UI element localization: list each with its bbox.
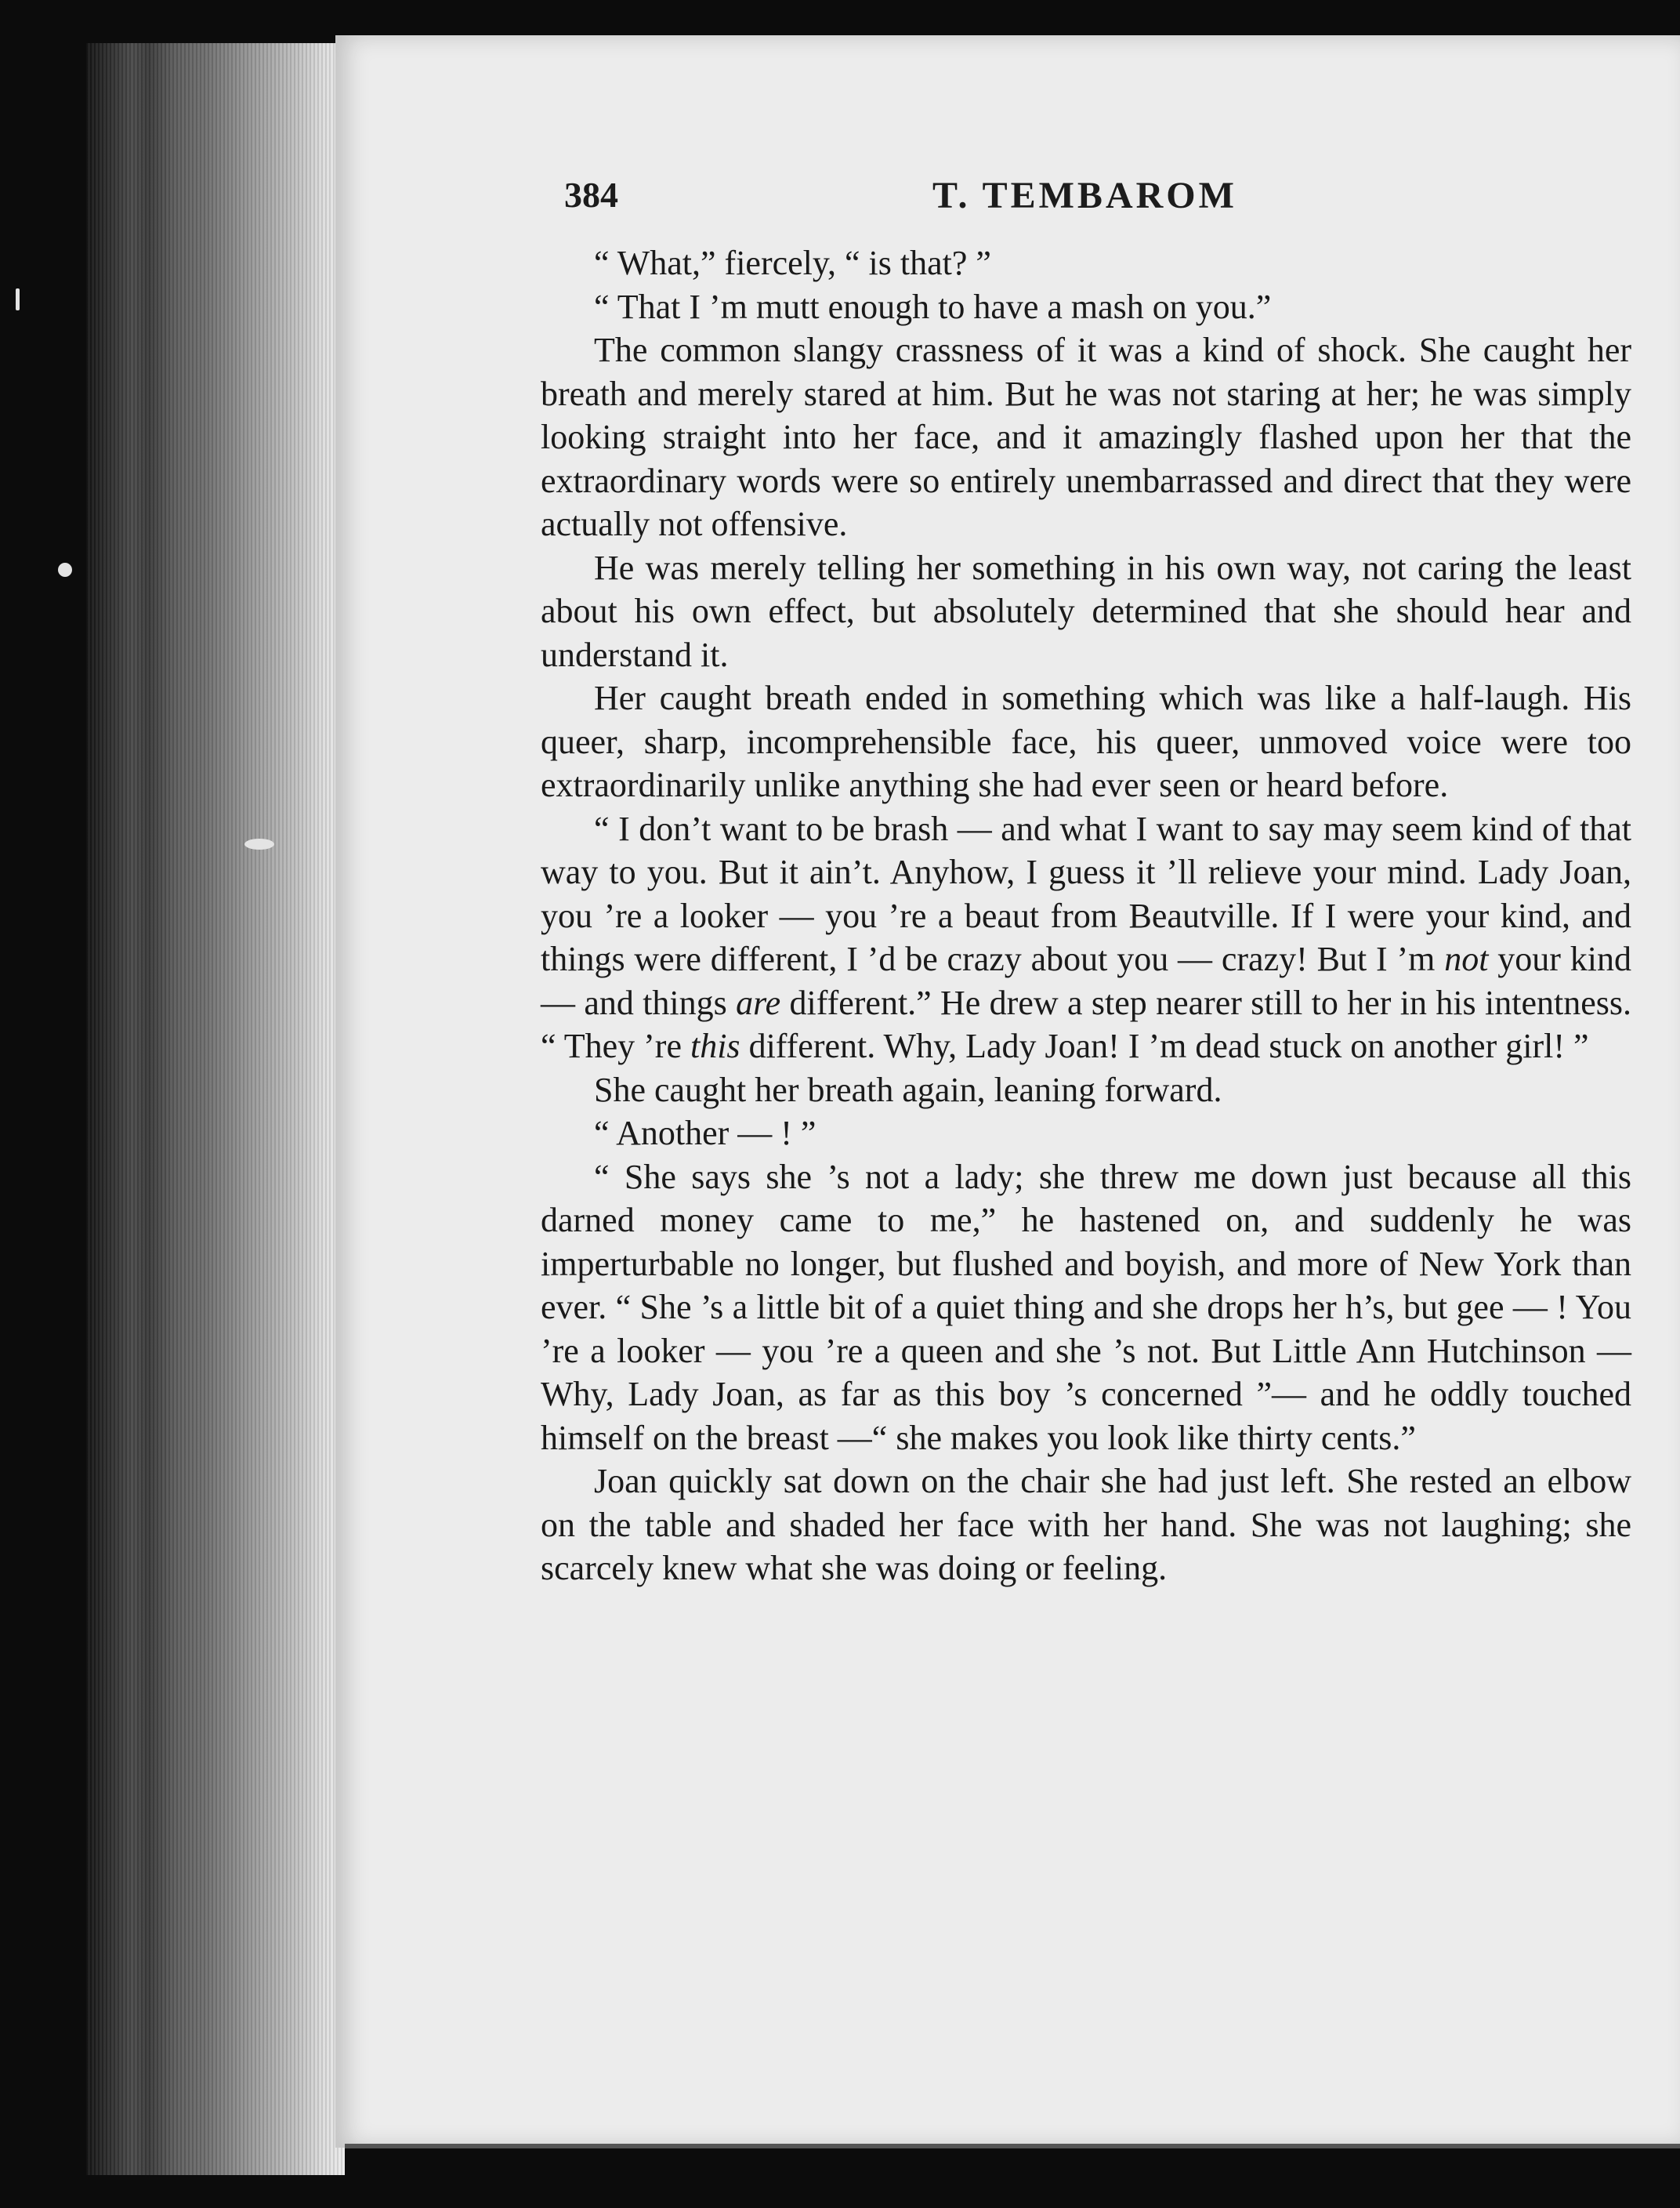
book-page-edges	[86, 43, 345, 2175]
text-run: The common slangy crassness of it was a kind of shock. She caught her breath and merely stared at him. But he was not staring at her; he was simply looking straight into her face, and it amazingly flashed upon her that the extraordinary words were so entirely unembarrassed and direct that they were actually not offensive.	[541, 331, 1631, 543]
text-run: Joan quickly sat down on the chair she had just left. She rested an elbow on the table and shaded her face with her hand. She was not laughing; she scarcely knew what she was doing or feeling.	[541, 1462, 1631, 1587]
text-run: your kind — and things	[541, 940, 1631, 1022]
dust-speck	[58, 563, 72, 577]
dust-speck	[16, 288, 20, 310]
running-title: T. TEMBAROM	[932, 175, 1237, 216]
italic-run: this	[690, 1027, 740, 1065]
paragraph	[541, 285, 1631, 329]
page-bottom-edge	[345, 2144, 1680, 2148]
text-run: “ That I ’m mutt enough to have a mash on you.”	[594, 287, 1272, 326]
text-run: different. Why, Lady Joan! I ’m dead stuck on another girl! ”	[740, 1027, 1589, 1065]
text-run: “ I don’t want to be brash — and what I want to say may seem kind of that way to you. But it ain’t. Anyhow, I guess it ’ll relieve your mind. Lady Joan, you ’re a looker — you ’re a beaut from Beautville. If I were your kind, and things were different, I ’d be crazy about you — crazy! But I ’m	[541, 809, 1631, 978]
paragraph	[541, 328, 1631, 546]
paragraph	[541, 241, 1631, 285]
paragraph	[541, 676, 1631, 807]
text-run: different.” He drew a step nearer still to her in his intentness. “ They ’re	[541, 983, 1631, 1065]
text-run: He was merely telling her something in his own way, not caring the least about his own effect, but absolutely determined that she should hear and understand it.	[541, 548, 1631, 674]
paragraph	[541, 807, 1631, 1068]
italic-run: are	[736, 983, 781, 1022]
text-run: She caught her breath again, leaning forward.	[594, 1070, 1222, 1109]
text-run: “ What,” fiercely, “ is that? ”	[594, 244, 991, 282]
paragraph	[541, 1068, 1631, 1112]
text-run: “ She says she ’s not a lady; she threw me down just because all this darned money came to me,” he hastened on, and suddenly he was imperturbable no longer, but flushed and boyish, and more of New York than ever. “ She ’s a little bit of a quiet thing and she drops her h’s, but gee — ! You ’re a looker — you ’re a queen and she ’s not. But Little Ann Hutchinson — Why, Lady Joan, as far as this boy ’s concerned ”— and he oddly touched himself on the breast —“ she makes you look like thirty cents.”	[541, 1157, 1631, 1457]
text-run: “ Another — ! ”	[594, 1114, 816, 1152]
body-text	[541, 241, 1631, 1590]
paragraph	[541, 546, 1631, 677]
paragraph	[541, 1459, 1631, 1590]
paragraph	[541, 1111, 1631, 1155]
page-number: 384	[564, 175, 618, 215]
italic-run: not	[1444, 940, 1489, 978]
page-header	[564, 174, 1630, 221]
text-run: Her caught breath ended in something which was like a half-laugh. His queer, sharp, incomprehensible face, his queer, unmoved voice were too extraordinarily unlike anything she had ever seen or heard before.	[541, 679, 1631, 804]
dust-speck	[244, 839, 274, 850]
paragraph	[541, 1155, 1631, 1460]
